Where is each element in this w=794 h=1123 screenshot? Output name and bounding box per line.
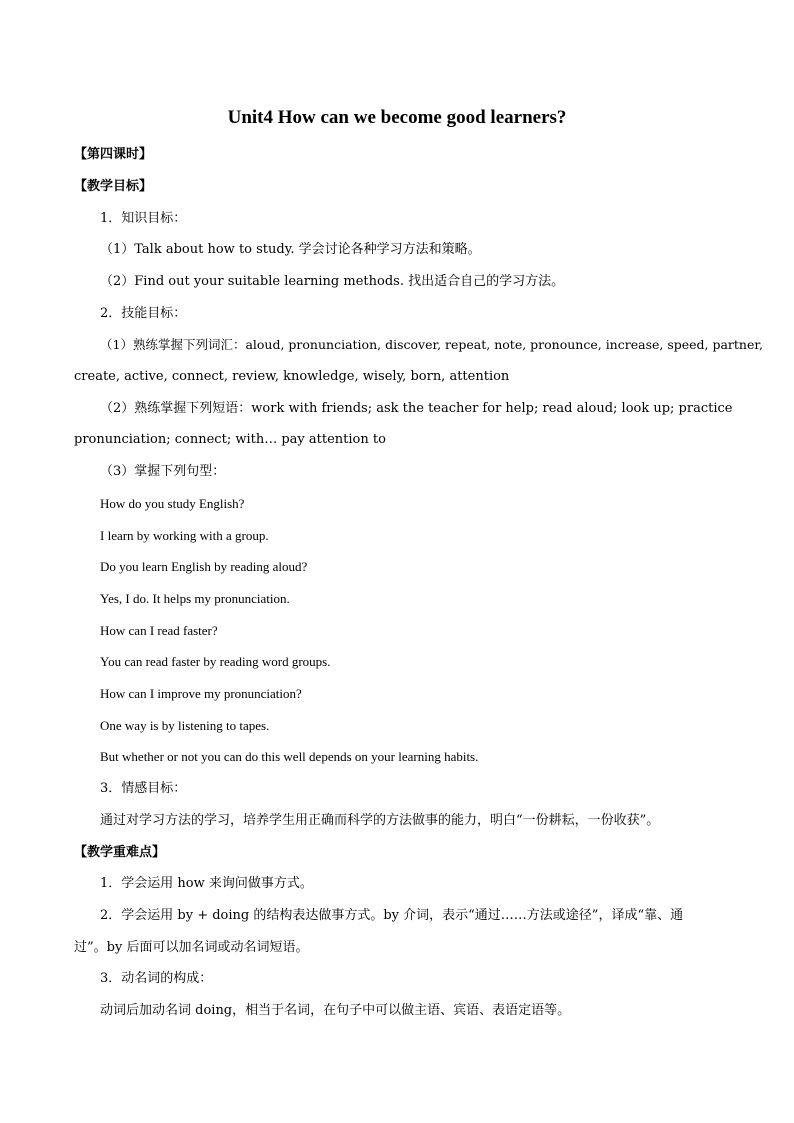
sentence-item: Do you learn English by reading aloud? [100, 559, 308, 574]
sentence-item: How can I improve my pronunciation? [100, 686, 302, 701]
objective-knowledge-item-2: （2）Find out your suitable learning methods. 找出适合自己的学习方法。 [100, 274, 565, 289]
key-point-2-line-1: 2．学会运用 by + doing 的结构表达做事方式。by 介词，表示“通过……方法或途径”，译成“靠、通 [100, 908, 684, 923]
objective-skills: 2．技能目标： [100, 306, 187, 321]
objective-phrases-line-1: （2）熟练掌握下列短语：work with friends; ask the teacher for help; read aloud; look up; practice [100, 401, 733, 416]
key-point-3: 3．动名词的构成： [100, 971, 213, 986]
objective-vocabulary-line-2: create, active, connect, review, knowledge, wisely, born, attention [74, 369, 510, 384]
sentence-item: Yes, I do. It helps my pronunciation. [100, 591, 290, 606]
key-points-heading: 【教学重难点】 [74, 845, 166, 860]
objective-vocabulary-line-1: （1）熟练掌握下列词汇：aloud, pronunciation, discover, repeat, note, pronounce, increase, speed, partner, [100, 337, 763, 352]
sentence-item: But whether or not you can do this well depends on your learning habits. [100, 749, 479, 764]
key-point-1: 1．学会运用 how 来询问做事方式。 [100, 876, 313, 891]
sentence-item: I learn by working with a group. [100, 528, 269, 543]
sentence-item: How do you study English? [100, 496, 245, 511]
sentence-item: How can I read faster? [100, 623, 218, 638]
lesson-tag: 【第四课时】 [74, 147, 153, 162]
objective-knowledge-item-1: （1）Talk about how to study. 学会讨论各种学习方法和策略。 [100, 242, 481, 257]
key-point-3-text: 动词后加动名词 doing，相当于名词，在句子中可以做主语、宾语、表语定语等。 [100, 1003, 571, 1018]
objective-sentence-patterns: （3）掌握下列句型： [100, 464, 226, 479]
key-point-2-line-2: 过”。by 后面可以加名词或动名词短语。 [74, 940, 309, 955]
objective-knowledge: 1．知识目标： [100, 211, 187, 226]
sentence-item: You can read faster by reading word groups. [100, 654, 331, 669]
document-title: Unit4 How can we become good learners? [227, 107, 567, 128]
objectives-heading: 【教学目标】 [74, 179, 153, 194]
objective-emotion-text: 通过对学习方法的学习，培养学生用正确而科学的方法做事的能力，明白“一份耕耘，一份收获”。 [100, 813, 660, 828]
objective-emotion: 3．情感目标： [100, 781, 187, 796]
sentence-item: One way is by listening to tapes. [100, 718, 270, 733]
objective-phrases-line-2: pronunciation; connect; with… pay attention to [74, 432, 386, 447]
